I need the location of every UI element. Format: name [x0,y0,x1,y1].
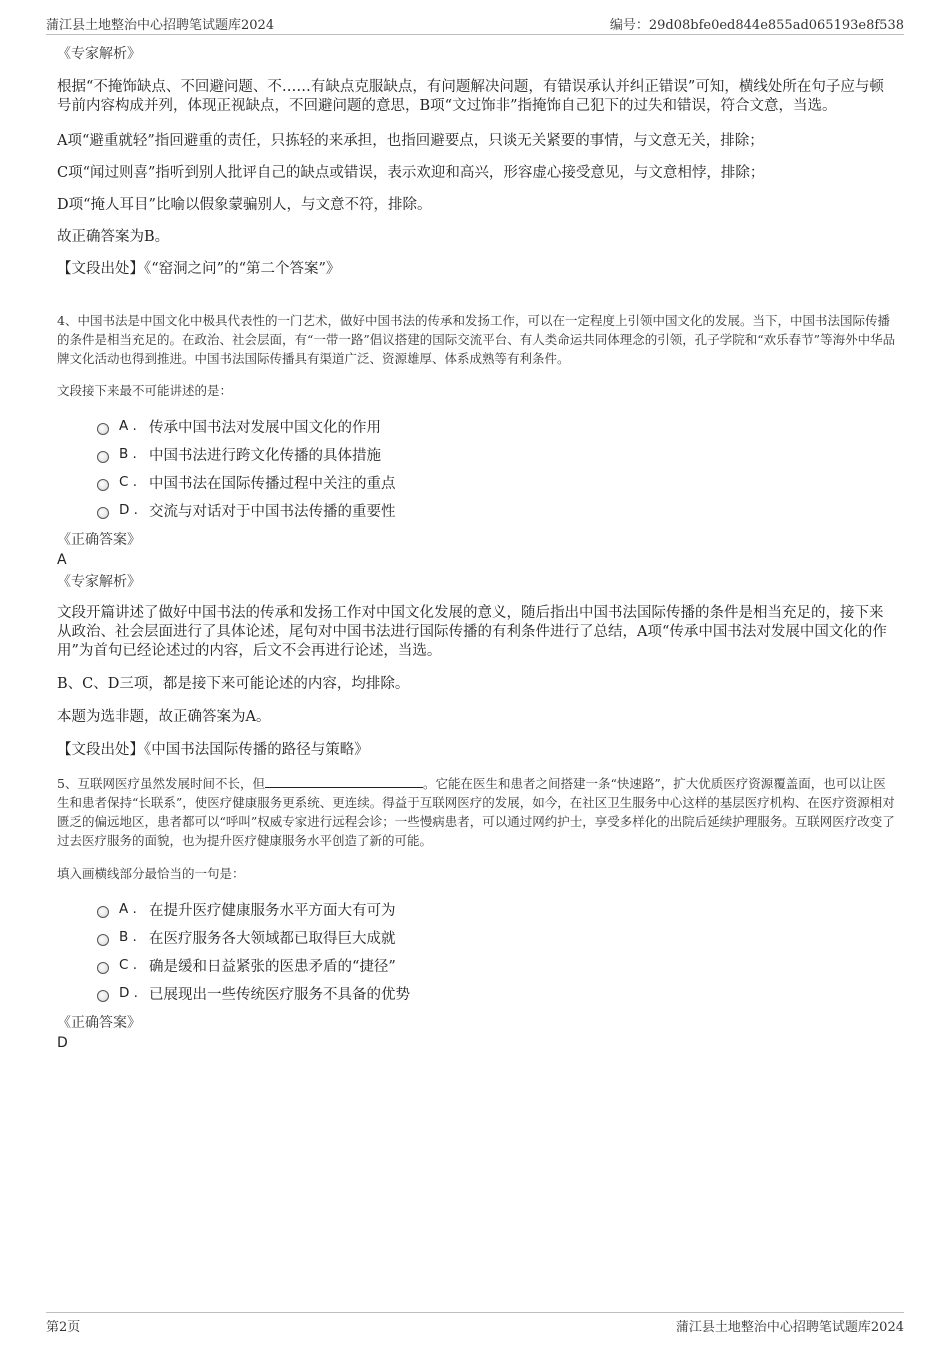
answer-label: 《正确答案》 [57,532,141,548]
question-5-prompt: 填入画横线部分最恰当的一句是： [57,866,245,881]
radio-button[interactable] [97,423,109,435]
header-serial: 编号：29d08bfe0ed844e855ad065193e8f538 [609,18,904,33]
question-5-text [57,774,897,850]
option-letter: B . [119,929,137,945]
analysis-paragraph: A项“避重就轻”指回避重的责任，只拣轻的来承担，也指回避要点，只谈无关紧要的事情，与文意无关，排除； [57,133,764,149]
option-text: 中国书法在国际传播过程中关注的重点 [149,475,396,492]
page-footer [46,1312,904,1338]
radio-button[interactable] [97,934,109,946]
analysis-paragraph: 根据“不掩饰缺点、不回避问题、不……有缺点克服缺点，有问题解决问题，有错误承认并纠正错误”可知，横线处所在句子应与顿号前内容构成并列，体现正视缺点，不回避问题的意思，B项“文过饰非”指掩饰自己犯下的过失和错误，符合文意，当选。 [57,79,884,114]
option-d[interactable] [97,496,897,524]
radio-button[interactable] [97,990,109,1002]
option-c[interactable] [97,951,897,979]
analysis-paragraph: 故正确答案为B。 [57,229,170,245]
radio-button[interactable] [97,507,109,519]
question-5-text-after: 。它能在医生和患者之间搭建一条“快速路”，扩大优质医疗资源覆盖面，也可以让医生和患者保持“长联系”，使医疗健康服务更系统、更连续。得益于互联网医疗的发展，如今，在社区卫生服务中心这样的基层医疗机构、在医疗资源相对匮乏的偏远地区，患者都可以“呼叫”权威专家进行远程会诊；一些慢病患者，可以通过网约护士，享受多样化的出院后延续护理服务。互联网医疗改变了过去医疗服务的面貌，也为提升医疗健康服务水平创造了新的可能。 [57,776,895,848]
analysis-paragraph: 本题为选非题，故正确答案为A。 [57,709,271,725]
page-header [46,14,904,35]
page-content [57,44,897,1055]
radio-button[interactable] [97,906,109,918]
source-citation: 【文段出处】《“窑洞之问”的“第二个答案”》 [57,261,341,277]
question-5-options [97,895,897,1007]
option-letter: D . [119,502,138,518]
correct-answer: D [57,1035,68,1051]
header-title: 蒲江县土地整治中心招聘笔试题库2024 [46,18,275,33]
radio-button[interactable] [97,479,109,491]
correct-answer: A [57,552,67,568]
question-4-prompt: 文段接下来最不可能讲述的是： [57,383,233,398]
analysis-paragraph: D项“掩人耳目”比喻以假象蒙骗别人，与文意不符，排除。 [57,197,432,213]
analysis-label: 《专家解析》 [57,46,141,62]
option-text: 确是缓和日益紧张的医患矛盾的“捷径” [149,958,396,975]
footer-title: 蒲江县土地整治中心招聘笔试题库2024 [675,1320,904,1335]
option-a[interactable] [97,412,897,440]
option-text: 传承中国书法对发展中国文化的作用 [149,419,381,436]
option-letter: C . [119,474,138,490]
option-letter: A . [119,901,137,917]
option-text: 在医疗服务各大领域都已取得巨大成就 [149,930,396,947]
option-c[interactable] [97,468,897,496]
option-text: 中国书法进行跨文化传播的具体措施 [149,447,381,464]
option-text: 交流与对话对于中国书法传播的重要性 [149,503,396,520]
page-number: 第2页 [46,1320,81,1335]
question-4-options [97,412,897,524]
analysis-paragraph: C项“闻过则喜”指听到别人批评自己的缺点或错误，表示欢迎和高兴，形容虚心接受意见，与文意相悖，排除； [57,165,765,181]
radio-button[interactable] [97,451,109,463]
option-text: 在提升医疗健康服务水平方面大有可为 [149,902,396,919]
option-letter: D . [119,985,138,1001]
option-letter: B . [119,446,137,462]
question-4-text: 4、中国书法是中国文化中极具代表性的一门艺术，做好中国书法的传承和发扬工作，可以在一定程度上引领中国文化的发展。当下，中国书法国际传播的条件是相当充足的。在政治、社会层面，有“一带一路”倡议搭建的国际交流平台、有人类命运共同体理念的引领，孔子学院和“欢乐春节”等海外中华品牌文化活动也得到推进。中国书法国际传播具有渠道广泛、资源雄厚、体系成熟等有利条件。 [57,313,896,366]
analysis-paragraph: 文段开篇讲述了做好中国书法的传承和发扬工作对中国文化发展的意义，随后指出中国书法国际传播的条件是相当充足的，接下来从政治、社会层面进行了具体论述，尾句对中国书法进行国际传播的有利条件进行了总结，A项“传承中国书法对发展中国文化的作用”为首句已经论述过的内容，后文不会再进行论述，当选。 [57,605,887,659]
option-d[interactable] [97,979,897,1007]
option-text: 已展现出一些传统医疗服务不具备的优势 [149,986,410,1003]
option-letter: A . [119,418,137,434]
analysis-paragraph: B、C、D三项，都是接下来可能论述的内容，均排除。 [57,676,410,692]
fill-in-blank [265,774,423,788]
analysis-label: 《专家解析》 [57,574,141,590]
source-citation: 【文段出处】《中国书法国际传播的路径与策略》 [57,742,369,758]
answer-label: 《正确答案》 [57,1015,141,1031]
option-b[interactable] [97,440,897,468]
option-letter: C . [119,957,138,973]
question-5-text-before: 5、互联网医疗虽然发展时间不长，但 [57,776,265,791]
option-b[interactable] [97,923,897,951]
option-a[interactable] [97,895,897,923]
radio-button[interactable] [97,962,109,974]
